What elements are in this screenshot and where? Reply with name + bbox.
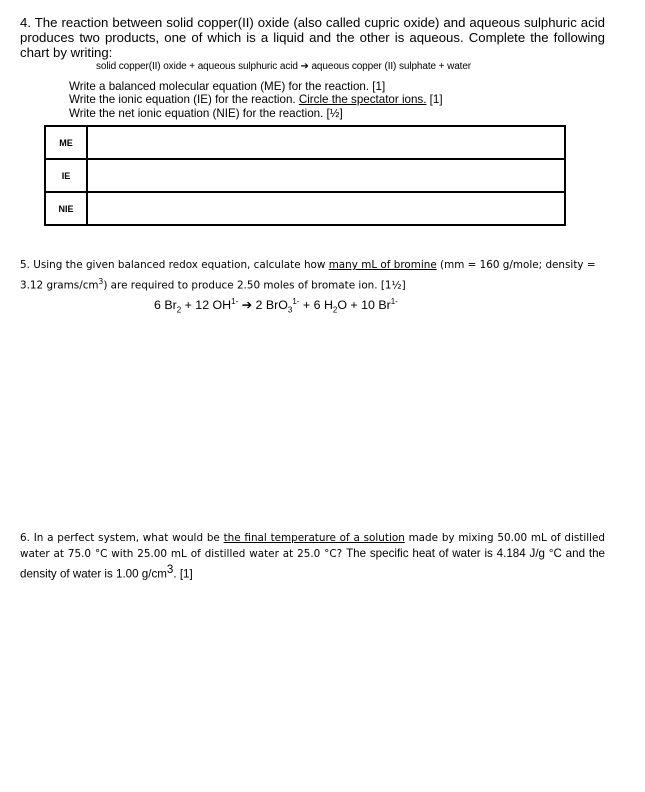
answer-cell-me[interactable] [87, 126, 565, 159]
eq-term-br: O + 10 Br [337, 298, 391, 313]
redox-equation [154, 297, 398, 315]
answer-cell-ie[interactable] [87, 159, 565, 192]
question-4-instructions [69, 80, 443, 120]
question-4-text: 4. The reaction between solid copper(II) oxide (also called cupric oxide) and aqueous sulphuric acid produces two products, one of which is a liquid and the other is aqueous. Complete the following chart by writing: [20, 15, 605, 60]
q5-text-after-1: (mm = 160 g/mole; density = 3.12 grams/cm [20, 259, 596, 291]
eq-term-h2o: + 6 H [299, 298, 333, 313]
eq-term-br2: 6 Br [154, 298, 177, 313]
instruction-ie [69, 93, 443, 106]
q6-text-after-1: made by mixing 50.00 mL of distilled water at 75.0 °C with 25.00 mL of distilled water at 25.0 °C? [20, 532, 605, 560]
table-row-nie [45, 192, 565, 225]
eq-sup-1: 1- [231, 297, 239, 306]
instruction-nie: Write the net ionic equation (NIE) for the reaction. [½] [69, 106, 343, 120]
q6-superscript: 3 [166, 563, 174, 576]
q5-text-before: 5. Using the given balanced redox equation, calculate how [20, 259, 329, 271]
row-label-nie: NIE [45, 192, 87, 225]
arrow-icon: ➔ [238, 298, 256, 313]
eq-term-bro3: 2 BrO [255, 298, 288, 313]
eq-sup-3: 1- [390, 297, 398, 306]
word-equation-reactants: solid copper(II) oxide + aqueous sulphuric acid [96, 61, 298, 72]
word-equation-products: aqueous copper (II) sulphate + water [311, 61, 472, 72]
q6-text-before: 6. In a perfect system, what would be [20, 532, 224, 544]
q5-superscript: 3 [98, 276, 104, 286]
q5-text-after-2: ) are required to produce 2.50 moles of bromate ion. [1½] [103, 278, 406, 291]
q6-text-after-2: The specific heat of water is 4.184 J/g °C and the density of water is 1.00 g/cm [20, 547, 605, 581]
row-label-ie: IE [45, 159, 87, 192]
q5-underlined: many mL of bromine [328, 259, 437, 271]
instruction-ie-underlined: Circle the spectator ions. [298, 93, 427, 107]
answer-cell-nie[interactable] [87, 192, 565, 225]
row-label-me: ME [45, 126, 87, 159]
instruction-ie-text: Write the ionic equation (IE) for the reaction. [69, 93, 299, 107]
answer-table [44, 125, 566, 226]
word-equation [96, 61, 471, 72]
eq-sub-3: 2 [332, 305, 338, 315]
eq-sub-1: 2 [176, 305, 182, 315]
eq-sub-2: 3 [287, 305, 293, 315]
table-row-ie [45, 159, 565, 192]
q6-text-after-3: . [1] [173, 567, 193, 581]
arrow-icon: ➔ [300, 61, 309, 72]
instruction-ie-points: [1] [426, 93, 443, 107]
table-row-me [45, 126, 565, 159]
eq-term-oh: + 12 OH [181, 298, 232, 313]
eq-sup-2: 1- [292, 297, 300, 306]
q6-underlined: the final temperature of a solution [223, 532, 405, 544]
instruction-me: Write a balanced molecular equation (ME) for the reaction. [1] [69, 80, 386, 93]
question-6-text [20, 530, 605, 582]
question-5-text [20, 258, 605, 293]
